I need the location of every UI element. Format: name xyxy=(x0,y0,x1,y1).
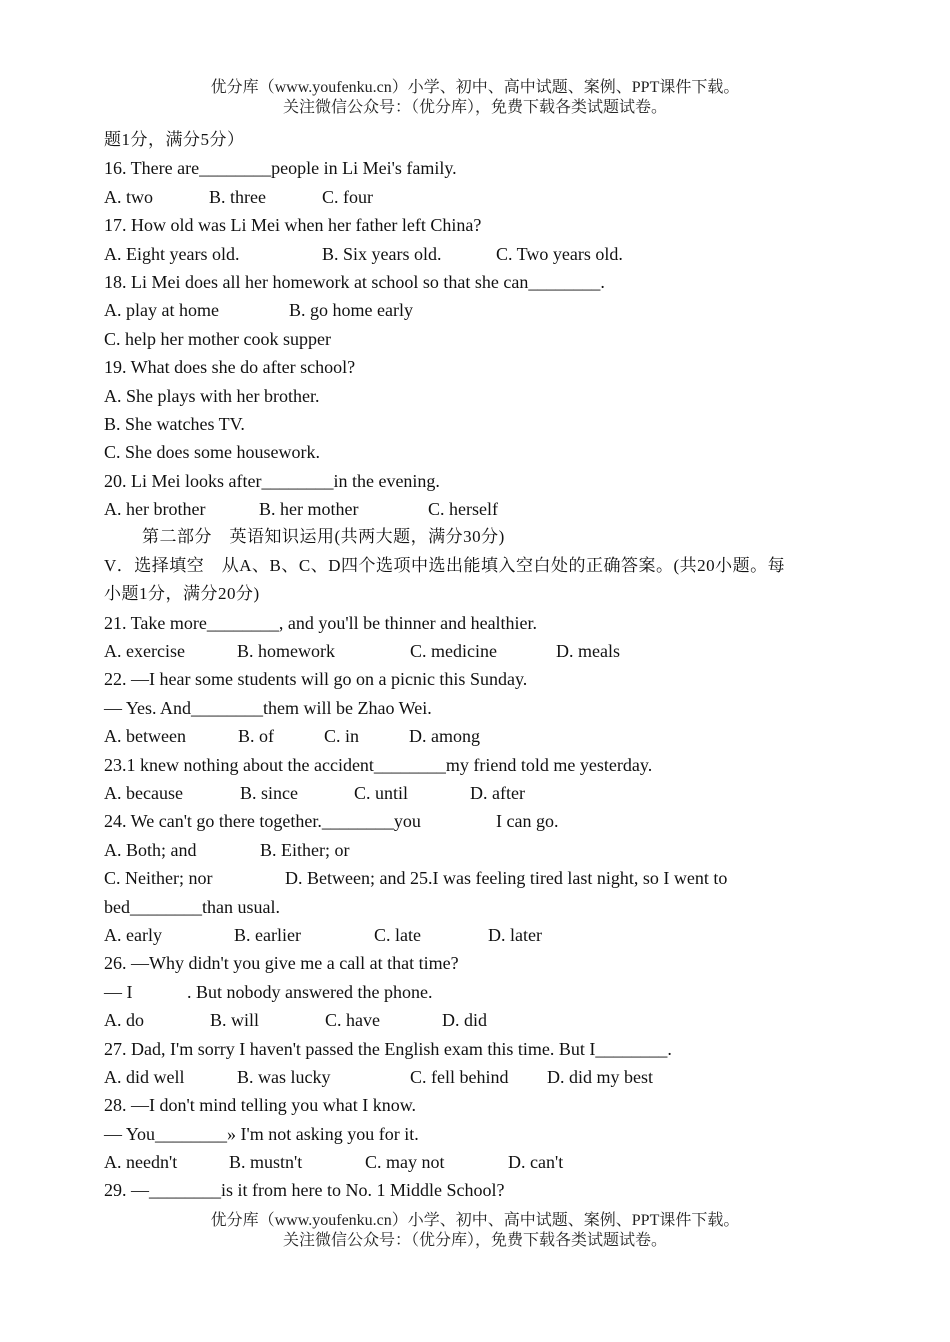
option-a: A. needn't xyxy=(104,1152,178,1173)
options-18 xyxy=(104,296,844,324)
option-c: C. Two years old. xyxy=(496,243,623,264)
option-b: B. since xyxy=(240,782,298,803)
option-b-line: B. She watches TV. xyxy=(104,413,245,434)
options-28 xyxy=(104,1148,844,1176)
document-body xyxy=(104,126,844,1205)
question-26-reply xyxy=(104,978,844,1006)
question-18: 18. Li Mei does all her homework at school so that she can________. xyxy=(104,271,605,292)
options-21 xyxy=(104,637,844,665)
option-d: D. meals xyxy=(556,641,620,662)
question-17: 17. How old was Li Mei when her father left China? xyxy=(104,215,482,236)
option-b: B. was lucky xyxy=(237,1066,331,1087)
options-26 xyxy=(104,1006,844,1034)
options-20 xyxy=(104,495,844,523)
options-22 xyxy=(104,722,844,750)
question-16: 16. There are________people in Li Mei's family. xyxy=(104,158,457,179)
option-b: B. of xyxy=(238,726,274,747)
question-29: 29. —________is it from here to No. 1 Middle School? xyxy=(104,1180,505,1201)
section-heading: 第二部分 英语知识运用(共两大题，满分30分) xyxy=(142,527,505,547)
option-b: B. homework xyxy=(237,641,335,662)
option-c: C. until xyxy=(354,782,409,803)
header-line-1: 优分库（www.youfenku.cn）小学、初中、高中试题、案例、PPT课件下载。 xyxy=(210,79,740,96)
option-d: D. later xyxy=(488,924,542,945)
options-24-cd xyxy=(104,864,844,892)
reply-end: . But nobody answered the phone. xyxy=(187,981,433,1002)
question-25-cont: bed________than usual. xyxy=(104,896,280,917)
option-a: A. did well xyxy=(104,1066,185,1087)
options-25 xyxy=(104,921,844,949)
option-d: D. can't xyxy=(508,1152,564,1173)
page-footer xyxy=(0,1211,950,1251)
option-b: B. Either; or xyxy=(260,839,350,860)
option-a: A. do xyxy=(104,1010,144,1031)
question-24 xyxy=(104,807,844,835)
option-d: D. did xyxy=(442,1010,487,1031)
option-c: C. Neither; nor xyxy=(104,868,213,889)
question-20: 20. Li Mei looks after________in the evening. xyxy=(104,470,440,491)
option-b: B. mustn't xyxy=(229,1152,303,1173)
text-line: 题1分，满分5分） xyxy=(104,130,245,149)
option-d: D. did my best xyxy=(547,1066,653,1087)
question-22-reply: — Yes. And________them will be Zhao Wei. xyxy=(104,697,432,718)
question-21: 21. Take more________, and you'll be thinner and healthier. xyxy=(104,612,538,633)
options-16 xyxy=(104,183,844,211)
option-c: C. herself xyxy=(428,499,498,520)
option-a: A. her brother xyxy=(104,499,206,520)
question-22: 22. —I hear some students will go on a picnic this Sunday. xyxy=(104,669,528,690)
options-17 xyxy=(104,240,844,268)
option-b: B. will xyxy=(210,1010,260,1031)
options-24-ab xyxy=(104,836,844,864)
option-c: C. in xyxy=(324,726,360,747)
option-c: C. late xyxy=(374,924,421,945)
question-24-tail: I can go. xyxy=(496,811,559,832)
option-a-line: A. She plays with her brother. xyxy=(104,385,320,406)
section-instructions: V．选择填空 从A、B、C、D四个选项中选出能填入空白处的正确答案。(共20小题。每 xyxy=(104,555,786,575)
option-c-line: C. help her mother cook supper xyxy=(104,328,331,349)
option-b: B. Six years old. xyxy=(322,243,442,264)
option-a: A. Eight years old. xyxy=(104,243,240,264)
option-a: A. play at home xyxy=(104,300,219,321)
option-a: A. between xyxy=(104,726,186,747)
option-d: D. after xyxy=(470,782,525,803)
reply-start: — I xyxy=(104,981,133,1002)
question-19: 19. What does she do after school? xyxy=(104,357,356,378)
question-27: 27. Dad, I'm sorry I haven't passed the English exam this time. But I________. xyxy=(104,1038,672,1059)
option-c-line: C. She does some housework. xyxy=(104,442,320,463)
option-c: C. may not xyxy=(365,1152,445,1173)
question-28: 28. —I don't mind telling you what I know. xyxy=(104,1095,417,1116)
option-c: C. have xyxy=(325,1010,380,1031)
option-a: A. Both; and xyxy=(104,839,197,860)
section-instructions-cont: 小题1分，满分20分) xyxy=(104,584,260,604)
page-header xyxy=(0,78,950,118)
option-c: C. four xyxy=(322,186,373,207)
question-28-reply: — You________» I'm not asking you for it. xyxy=(104,1123,419,1144)
option-b: B. earlier xyxy=(234,924,301,945)
option-a: A. exercise xyxy=(104,641,185,662)
option-d: D. among xyxy=(409,726,480,747)
footer-line-1: 优分库（www.youfenku.cn）小学、初中、高中试题、案例、PPT课件下载。 xyxy=(210,1212,740,1229)
question-23: 23.1 knew nothing about the accident________my friend told me yesterday. xyxy=(104,754,653,775)
question-24-stem: 24. We can't go there together.________you xyxy=(104,811,421,832)
option-b: B. three xyxy=(209,186,266,207)
options-23 xyxy=(104,779,844,807)
question-26: 26. —Why didn't you give me a call at that time? xyxy=(104,953,459,974)
option-a: A. because xyxy=(104,782,183,803)
header-line-2: 关注微信公众号：（优分库），免费下载各类试题试卷。 xyxy=(282,99,667,116)
option-c: C. medicine xyxy=(410,641,497,662)
footer-line-2: 关注微信公众号：（优分库），免费下载各类试题试卷。 xyxy=(282,1232,667,1249)
option-b: B. go home early xyxy=(289,300,413,321)
option-a: A. early xyxy=(104,924,162,945)
option-c: C. fell behind xyxy=(410,1066,509,1087)
options-27 xyxy=(104,1063,844,1091)
option-d-and-question-25: D. Between; and 25.I was feeling tired last night, so I went to xyxy=(285,868,728,889)
option-b: B. her mother xyxy=(259,499,359,520)
option-a: A. two xyxy=(104,186,153,207)
